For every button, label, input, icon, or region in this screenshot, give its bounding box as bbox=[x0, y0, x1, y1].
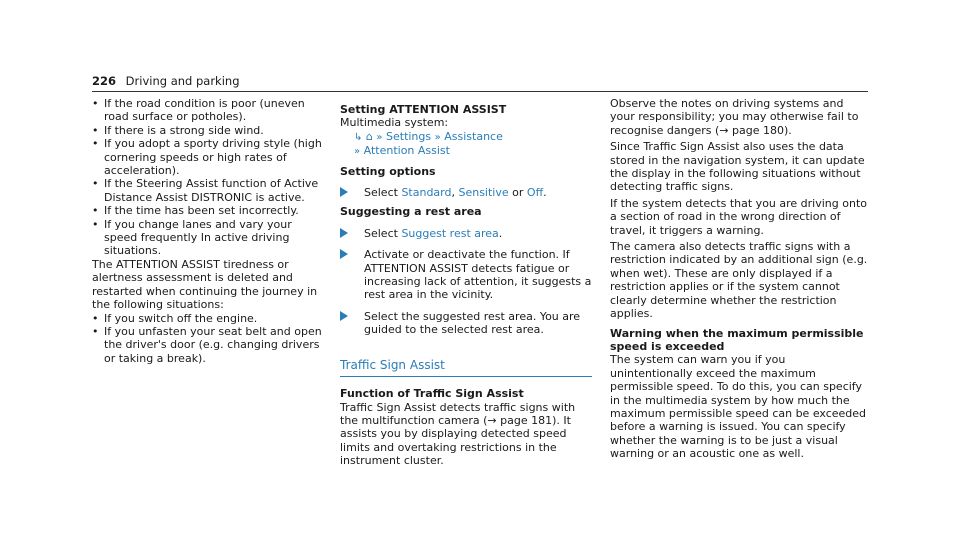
menu-path bbox=[340, 130, 592, 144]
step-suggest: Select Suggest rest area. bbox=[340, 227, 592, 240]
multimedia-label: Multimedia system: bbox=[340, 116, 449, 130]
column-3 bbox=[610, 97, 868, 461]
step-activate bbox=[340, 248, 592, 302]
list-item: • If the Steering Assist function of Active Distance Assist DISTRONIC is active. bbox=[92, 177, 327, 204]
list-item: • If you change lanes and vary your speed frequently In active driving situations. bbox=[92, 218, 327, 258]
menu-assistance[interactable]: Assistance bbox=[444, 129, 503, 143]
option-sensitive[interactable]: Sensitive bbox=[458, 186, 509, 200]
section-title: Driving and parking bbox=[125, 74, 240, 88]
function-heading: Function of Traffic Sign Assist bbox=[340, 387, 524, 401]
list-item: • If the road condition is poor (uneven road surface or potholes). bbox=[92, 97, 327, 124]
warning-heading: Warning when the maximum permissible speed is exceeded bbox=[610, 326, 864, 353]
step-select-option: Select Standard, Sensitive or Off. bbox=[340, 186, 592, 199]
or-text: or bbox=[512, 186, 524, 200]
function-text: Traffic Sign Assist detects traffic signs with the multifunction camera (→ page 181). It assists you by displaying detected speed limits and overtaking restrictions in the instrument cluster. bbox=[340, 400, 576, 468]
suggest-heading: Suggesting a rest area bbox=[340, 205, 482, 219]
play-icon bbox=[340, 311, 348, 321]
section-heading: Traffic Sign Assist bbox=[340, 357, 445, 372]
header-divider bbox=[92, 91, 868, 92]
option-off[interactable]: Off bbox=[526, 186, 544, 200]
step-text: Select bbox=[364, 186, 398, 200]
list-item: • If you unfasten your seat belt and open the driver's door (e.g. changing drivers or taking a break). bbox=[92, 325, 327, 365]
step-text: Select the suggested rest area. You are guided to the selected rest area. bbox=[364, 309, 581, 337]
column-2 bbox=[340, 97, 592, 468]
paragraph: Observe the notes on driving systems and your responsibility; you may otherwise fail to recognise dangers (→ page 180). bbox=[610, 97, 859, 137]
paragraph: Since Traffic Sign Assist also uses the data stored in the navigation system, it can update the display in the following situations without detecting traffic signs. bbox=[610, 140, 865, 194]
page-header bbox=[92, 74, 240, 88]
setting-heading: Setting ATTENTION ASSIST bbox=[340, 103, 507, 116]
section-divider bbox=[340, 376, 592, 377]
options-heading: Setting options bbox=[340, 164, 436, 178]
column-1 bbox=[92, 97, 327, 365]
double-chevron-icon: » bbox=[434, 131, 441, 143]
play-icon bbox=[340, 228, 348, 238]
paragraph: If the system detects that you are driving onto a section of road in the wrong direction of travel, it triggers a warning. bbox=[610, 196, 867, 237]
paragraph: The camera also detects traffic signs with a restriction indicated by an additional sign (e.g. when wet). These are only displayed if a restriction applies or if the system cannot clearly determine whether the restriction applies. bbox=[610, 240, 868, 321]
home-icon[interactable]: ⌂ bbox=[365, 129, 373, 143]
double-chevron-icon: » bbox=[354, 146, 361, 158]
double-chevron-icon: » bbox=[376, 131, 383, 143]
list-item: • If there is a strong side wind. bbox=[92, 124, 327, 137]
restart-list bbox=[92, 312, 327, 366]
step-text: Activate or deactivate the function. If ATTENTION ASSIST detects fatigue or increasing lack of attention, it suggests a rest area in the vicinity. bbox=[364, 248, 592, 302]
menu-settings[interactable]: Settings bbox=[386, 129, 432, 143]
paragraph: The system can warn you if you unintentionally exceed the maximum permissible speed. To do this, you can specify in the multimedia system by how much the maximum permissible speed can be exceeded before a warning is issued. You can specify whether the warning is to be just a visual warning or an acoustic one as well. bbox=[610, 353, 867, 461]
play-icon bbox=[340, 249, 348, 259]
list-item: • If you switch off the engine. bbox=[92, 312, 327, 325]
step-text: Select bbox=[364, 226, 398, 240]
arrow-icon: ↳ bbox=[354, 131, 363, 143]
play-icon bbox=[340, 187, 348, 197]
paragraph: The ATTENTION ASSIST tiredness or alertness assessment is deleted and restarted when continuing the journey in the following situations: bbox=[92, 257, 318, 312]
list-item: • If the time has been set incorrectly. bbox=[92, 204, 327, 217]
list-item: • If you adopt a sporty driving style (high cornering speeds or high rates of acceleration). bbox=[92, 137, 327, 177]
menu-path-2 bbox=[340, 144, 592, 158]
menu-attention-assist[interactable]: Attention Assist bbox=[363, 144, 450, 158]
suggest-rest-area-link[interactable]: Suggest rest area bbox=[401, 226, 499, 240]
step-select-rest bbox=[340, 310, 592, 337]
page-number: 226 bbox=[92, 74, 117, 88]
condition-list bbox=[92, 97, 327, 258]
option-standard[interactable]: Standard bbox=[401, 186, 452, 200]
